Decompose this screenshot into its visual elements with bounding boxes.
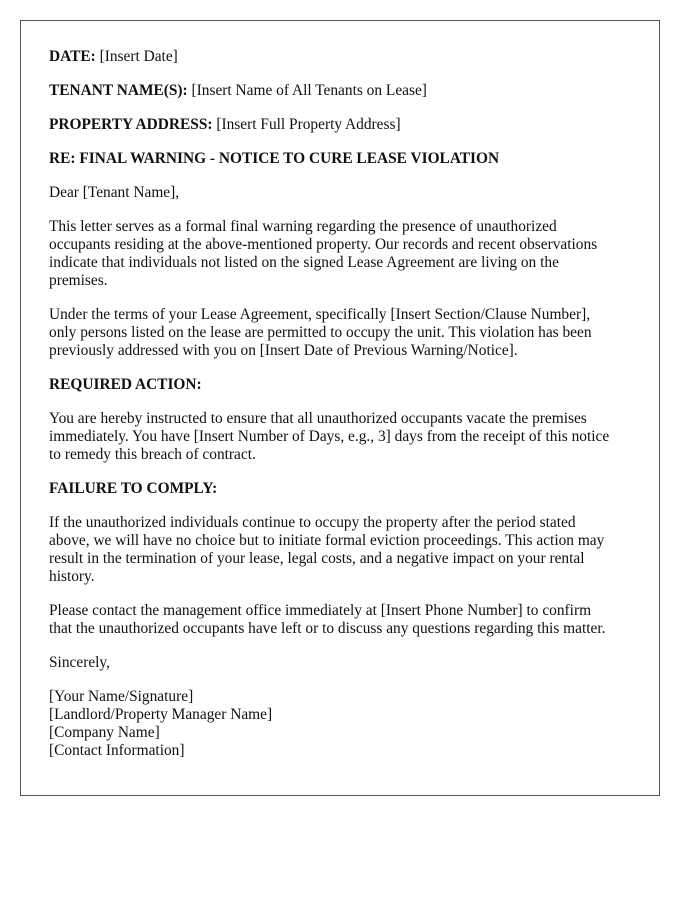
contact-line: that the unauthorized occupants have left or to discuss any questions regarding this matter. (49, 620, 606, 637)
address-value: [Insert Full Property Address] (212, 116, 401, 133)
signature-name: [Your Name/Signature] (49, 688, 194, 705)
contact-line: Please contact the management office immediately at [Insert Phone Number] to confirm (49, 602, 592, 619)
closing: Sincerely, (49, 654, 110, 671)
contact-paragraph (49, 602, 631, 638)
salutation: Dear [Tenant Name], (49, 184, 180, 201)
failure-paragraph (49, 514, 631, 586)
required-action-heading: REQUIRED ACTION: (49, 376, 202, 393)
intro-line: This letter serves as a formal final warning regarding the presence of unauthorized (49, 218, 557, 235)
address-label: PROPERTY ADDRESS: (49, 116, 213, 133)
tenant-label: TENANT NAME(S): (49, 82, 188, 99)
intro-paragraph (49, 218, 631, 290)
signature-contact: [Contact Information] (49, 742, 185, 759)
required-action-line: immediately. You have [Insert Number of Days, e.g., 3] days from the receipt of this notice (49, 428, 610, 445)
terms-paragraph (49, 306, 631, 360)
failure-line: history. (49, 568, 95, 585)
subject-line: RE: FINAL WARNING - NOTICE TO CURE LEASE VIOLATION (49, 150, 500, 167)
required-action-paragraph (49, 410, 631, 464)
notice-letter (20, 20, 660, 796)
date-line (49, 48, 631, 66)
failure-heading: FAILURE TO COMPLY: (49, 480, 218, 497)
date-value: [Insert Date] (95, 48, 178, 65)
address-line (49, 116, 631, 134)
intro-line: premises. (49, 272, 108, 289)
failure-line: above, we will have no choice but to initiate formal eviction proceedings. This action may (49, 532, 605, 549)
signature-title: [Landlord/Property Manager Name] (49, 706, 273, 723)
tenant-line (49, 82, 631, 100)
tenant-value: [Insert Name of All Tenants on Lease] (187, 82, 427, 99)
terms-line: Under the terms of your Lease Agreement, specifically [Insert Section/Clause Number], (49, 306, 591, 323)
terms-line: only persons listed on the lease are permitted to occupy the unit. This violation has been (49, 324, 592, 341)
terms-line: previously addressed with you on [Insert Date of Previous Warning/Notice]. (49, 342, 518, 359)
required-action-line: You are hereby instructed to ensure that all unauthorized occupants vacate the premises (49, 410, 587, 427)
intro-line: indicate that individuals not listed on the signed Lease Agreement are living on the (49, 254, 559, 271)
failure-line: result in the termination of your lease, legal costs, and a negative impact on your rental (49, 550, 585, 567)
failure-line: If the unauthorized individuals continue to occupy the property after the period stated (49, 514, 576, 531)
required-action-line: to remedy this breach of contract. (49, 446, 256, 463)
date-label: DATE: (49, 48, 96, 65)
intro-line: occupants residing at the above-mentioned property. Our records and recent observations (49, 236, 598, 253)
signature-company: [Company Name] (49, 724, 160, 741)
signature-block (49, 688, 631, 760)
